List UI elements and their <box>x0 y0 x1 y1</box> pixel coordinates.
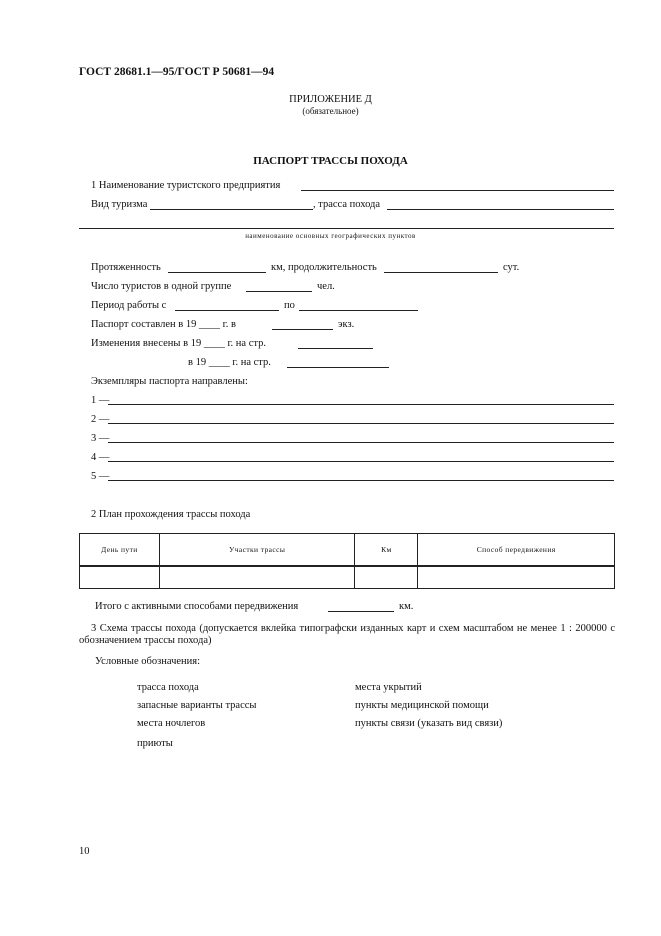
legend-item: трасса похода <box>137 682 199 693</box>
group-unit: чел. <box>317 281 335 292</box>
copy-number: 3 — <box>91 433 110 444</box>
period-to-field[interactable] <box>299 310 418 311</box>
legend-item: места ночлегов <box>137 718 206 729</box>
period-to-label: по <box>284 300 295 311</box>
changes-field-1[interactable] <box>298 348 373 349</box>
appendix-title: ПРИЛОЖЕНИЕ Д <box>289 94 372 105</box>
document-header: ГОСТ 28681.1—95/ГОСТ Р 50681—94 <box>79 66 275 78</box>
copy-field-4[interactable] <box>108 461 614 462</box>
duration-field[interactable] <box>384 272 498 273</box>
duration-unit: сут. <box>503 262 520 273</box>
column-header-km: Км <box>355 534 418 567</box>
tourism-type-label: Вид туризма <box>91 199 148 210</box>
page-number: 10 <box>79 846 90 857</box>
copy-number: 1 — <box>91 395 110 406</box>
copy-number: 5 — <box>91 471 110 482</box>
geo-points-caption: наименование основных географических пунктов <box>245 232 416 240</box>
table-cell[interactable] <box>80 566 160 589</box>
compiled-unit: экз. <box>338 319 355 330</box>
legend-item: пункты медицинской помощи <box>355 700 489 711</box>
compiled-field[interactable] <box>272 329 333 330</box>
tourism-type-field[interactable] <box>150 209 313 210</box>
table-cell[interactable] <box>159 566 355 589</box>
copy-number: 2 — <box>91 414 110 425</box>
copies-label: Экземпляры паспорта направлены: <box>91 376 248 387</box>
route-field[interactable] <box>387 209 614 210</box>
group-field[interactable] <box>246 291 312 292</box>
legend-item: места укрытий <box>355 682 422 693</box>
length-unit: км, продолжительность <box>271 262 377 273</box>
route-label: , трасса похода <box>313 199 381 210</box>
document-title: ПАСПОРТ ТРАССЫ ПОХОДА <box>253 155 408 167</box>
legend-item: запасные варианты трассы <box>137 700 257 711</box>
legend-item: приюты <box>137 738 173 749</box>
route-plan-table <box>79 533 615 589</box>
group-label: Число туристов в одной группе <box>91 281 232 292</box>
total-unit: км. <box>399 601 414 612</box>
column-header-day: День пути <box>80 534 160 567</box>
copy-field-3[interactable] <box>108 442 614 443</box>
length-field[interactable] <box>168 272 266 273</box>
copy-field-2[interactable] <box>108 423 614 424</box>
changes-label: Изменения внесены в 19 ____ г. на стр. <box>91 338 266 349</box>
legend-item: пункты связи (указать вид связи) <box>355 718 503 729</box>
table-row <box>80 566 615 589</box>
copy-field-1[interactable] <box>108 404 614 405</box>
column-header-segments: Участки трассы <box>159 534 355 567</box>
copy-field-5[interactable] <box>108 480 614 481</box>
changes-label-2: в 19 ____ г. на стр. <box>188 357 271 368</box>
length-label: Протяженность <box>91 262 161 273</box>
column-header-method: Способ передвижения <box>418 534 615 567</box>
total-label: Итого с активными способами передвижения <box>95 601 299 612</box>
appendix-subtitle: (обязательное) <box>302 106 359 116</box>
period-from-field[interactable] <box>175 310 279 311</box>
changes-field-2[interactable] <box>287 367 389 368</box>
period-label: Период работы с <box>91 300 167 311</box>
table-header-row <box>80 534 615 567</box>
total-field[interactable] <box>328 611 394 612</box>
table-cell[interactable] <box>418 566 615 589</box>
copy-number: 4 — <box>91 452 110 463</box>
org-field[interactable] <box>301 190 614 191</box>
geo-points-field[interactable] <box>79 228 614 229</box>
section2-title: 2 План прохождения трассы похода <box>91 509 251 520</box>
section3-text: 3 Схема трассы похода (допускается вклейка типографски изданных карт и схем масштабом не менее 1 : 200000 с обозначением трассы похода) <box>79 623 615 646</box>
org-label: 1 Наименование туристского предприятия <box>91 180 281 191</box>
compiled-label: Паспорт составлен в 19 ____ г. в <box>91 319 236 330</box>
table-cell[interactable] <box>355 566 418 589</box>
legend-title: Условные обозначения: <box>95 656 201 667</box>
